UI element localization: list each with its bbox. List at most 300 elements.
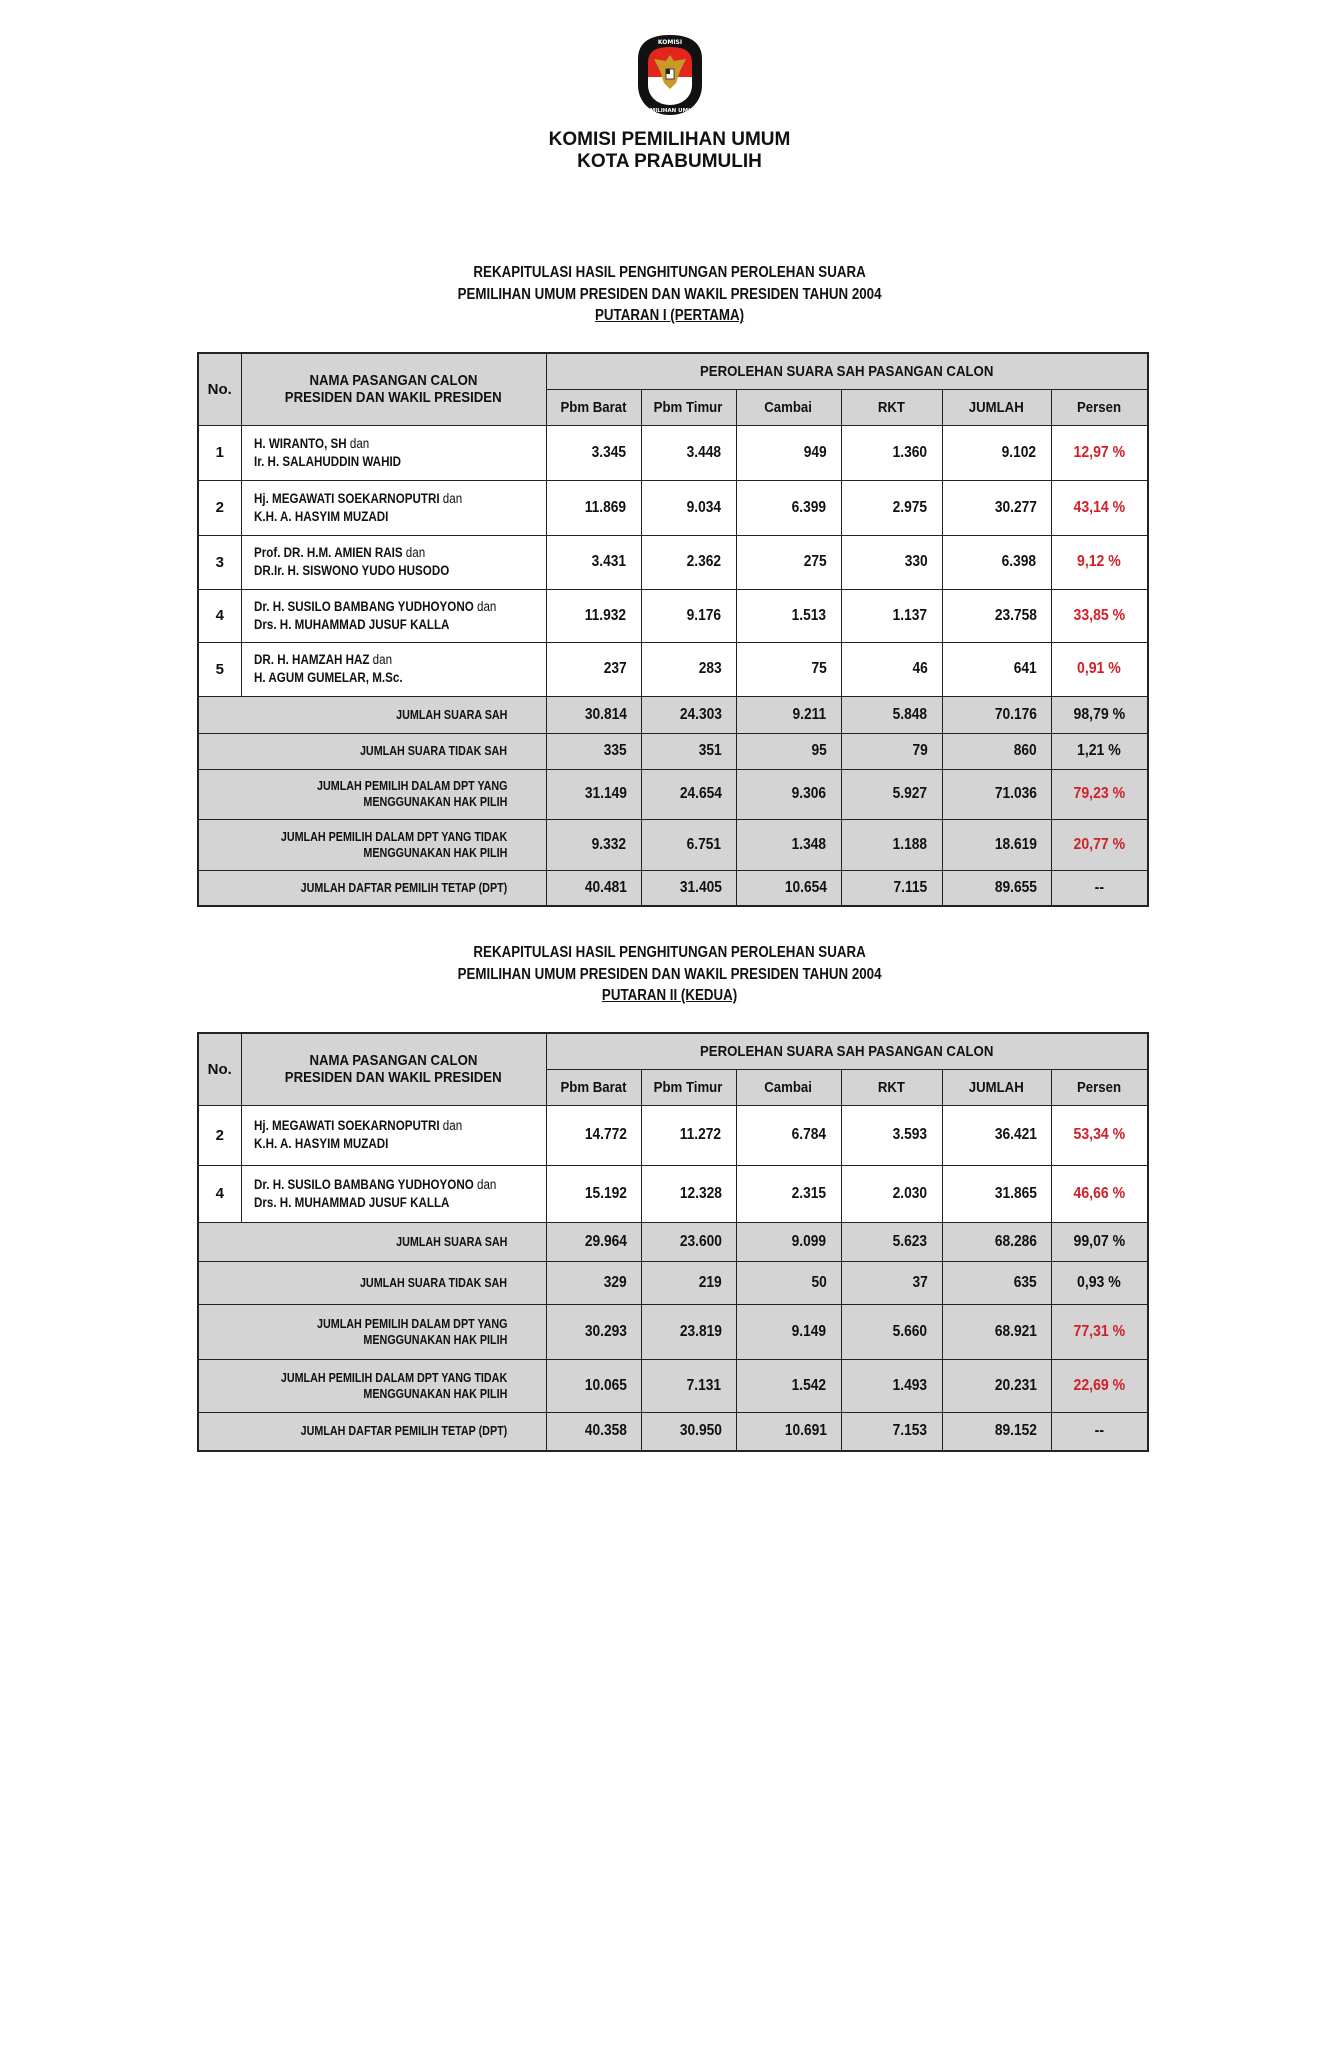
vote-value: 275 [803,553,827,570]
summary-value-jumlah [942,870,1051,906]
column-header-cambai [736,389,841,425]
column-group-header-valid-votes [546,1033,1148,1069]
summary-label-line-2: MENGGUNAKAN HAK PILIH [363,795,508,809]
column-header-label: Cambai [764,398,813,416]
summary-value: 29.964 [584,1232,627,1250]
summary-label-line-1: JUMLAH SUARA TIDAK SAH [360,744,508,758]
summary-row [198,769,1148,819]
summary-value: 50 [811,1273,827,1291]
summary-label-line-2: MENGGUNAKAN HAK PILIH [363,1332,508,1347]
summary-label [198,870,546,906]
candidate-pair-names [241,1165,546,1222]
vote-percent [1051,480,1148,535]
summary-value: 5.623 [893,1232,928,1250]
column-header-candidate-pair [241,1033,546,1105]
summary-value-rkt [841,1261,942,1304]
round1-title-line-2: PEMILIHAN UMUM PRESIDEN DAN WAKIL PRESIDEN TAHUN 2004 [457,285,882,303]
vote-value: 11.932 [585,606,627,624]
summary-value: 5.927 [893,785,928,802]
vote-percent [1051,1105,1148,1165]
summary-percent-value: 79,23 % [1073,785,1126,802]
candidate-row [198,589,1148,642]
summary-percent [1051,1304,1148,1359]
vote-count-pbm-timur [641,1165,736,1222]
candidate-number: 4 [198,589,241,642]
vote-value: 23.758 [994,606,1037,624]
vote-value: 2.975 [893,498,928,516]
summary-label [198,1304,546,1359]
vote-count-pbm-barat [546,425,641,480]
summary-percent [1051,733,1148,769]
summary-value: 89.152 [994,1422,1037,1440]
summary-value-rkt [841,1304,942,1359]
candidate-pair-names [241,535,546,589]
round2-title-line-1: REKAPITULASI HASIL PENGHITUNGAN PEROLEHAN SUARA [473,944,866,961]
vote-count-jumlah [942,535,1051,589]
summary-value-pbm-barat [546,769,641,819]
column-header-label: Persen [1077,398,1122,416]
summary-label [198,1412,546,1451]
vote-value: 14.772 [584,1126,627,1143]
conjunction: dan [402,545,425,560]
percent-value: 33,85 % [1073,606,1126,624]
summary-value: 40.481 [584,878,627,896]
round1-heading [94,262,1246,327]
summary-value: 30.293 [584,1322,627,1340]
column-header-pbm-barat [546,389,641,425]
summary-value: 1.188 [893,835,928,853]
summary-label-line-2: MENGGUNAKAN HAK PILIH [363,845,508,860]
organization-name [0,129,1339,173]
summary-value-pbm-barat [546,1412,641,1451]
candidate-pair-names [241,425,546,480]
summary-value: 7.131 [687,1376,722,1394]
summary-value: 68.921 [994,1322,1037,1340]
vote-value: 237 [603,660,627,677]
vote-value: 46 [912,660,928,677]
summary-value: 1.348 [792,835,827,853]
summary-value-rkt [841,1222,942,1261]
conjunction: dan [368,652,392,667]
summary-value: 1.542 [792,1376,827,1394]
column-header-persen [1051,389,1148,425]
vote-count-rkt [841,425,942,480]
conjunction: dan [346,435,369,451]
summary-value-cambai [736,733,841,769]
column-header-cambai [736,1069,841,1105]
column-header-label: Persen [1077,1078,1122,1096]
column-header-no: No. [198,353,241,425]
summary-row [198,870,1148,906]
column-header-rkt [841,1069,942,1105]
vote-count-cambai [736,535,841,589]
vote-value: 11.272 [680,1126,722,1143]
vote-count-jumlah [942,480,1051,535]
candidate-number: 5 [198,642,241,696]
vote-count-pbm-barat [546,480,641,535]
summary-value-rkt [841,733,942,769]
svg-text:PEMILIHAN UMUM: PEMILIHAN UMUM [641,108,699,114]
vote-value: 1.360 [893,443,928,461]
summary-value: 24.654 [679,785,722,802]
summary-value-jumlah [942,1222,1051,1261]
summary-value: 30.814 [584,705,627,723]
summary-value-rkt [841,1412,942,1451]
summary-label-line-1: JUMLAH PEMILIH DALAM DPT YANG TIDAK [281,829,508,844]
vote-count-rkt [841,535,942,589]
vote-percent [1051,535,1148,589]
vote-value: 2.362 [687,553,722,570]
vote-count-cambai [736,589,841,642]
vote-value: 75 [811,660,827,677]
svg-text:KOMISI: KOMISI [657,39,683,46]
vote-count-pbm-barat [546,589,641,642]
president-line [254,490,462,508]
column-header-name-line-1: NAMA PASANGAN CALON [309,1052,478,1070]
summary-label [198,733,546,769]
vote-count-pbm-timur [641,642,736,696]
round1-results-table [197,352,1149,907]
vote-count-jumlah [942,1105,1051,1165]
vote-value: 11.869 [585,498,627,516]
column-header-label: RKT [877,1078,906,1096]
column-header-label: RKT [877,398,906,416]
summary-percent [1051,769,1148,819]
summary-value-cambai [736,870,841,906]
summary-value: 70.176 [994,705,1037,723]
summary-value: 24.303 [679,705,722,723]
vote-count-rkt [841,642,942,696]
column-header-pbm-barat [546,1069,641,1105]
vote-percent [1051,589,1148,642]
summary-value: 31.149 [584,785,627,802]
vote-count-pbm-timur [641,589,736,642]
vote-count-jumlah [942,642,1051,696]
round2-heading [94,942,1246,1007]
column-header-name-line-1: NAMA PASANGAN CALON [309,372,478,390]
candidate-pair-names [241,589,546,642]
vote-value: 3.345 [592,443,627,461]
percent-value: 53,34 % [1073,1126,1126,1143]
vote-value: 15.192 [584,1184,627,1202]
candidate-row [198,1105,1148,1165]
candidate-pair-names [241,642,546,696]
summary-value: 18.619 [994,835,1037,853]
candidate-number: 2 [198,1105,241,1165]
column-header-persen [1051,1069,1148,1105]
vote-value: 36.421 [994,1126,1037,1143]
summary-value-pbm-barat [546,819,641,870]
summary-value: 37 [912,1273,928,1291]
summary-label [198,1222,546,1261]
vote-value: 9.102 [1002,443,1037,461]
summary-value: 9.149 [792,1322,827,1340]
summary-value-cambai [736,696,841,733]
vote-count-pbm-barat [546,1165,641,1222]
vote-count-pbm-timur [641,480,736,535]
vote-count-pbm-timur [641,535,736,589]
summary-percent-value: 99,07 % [1073,1232,1126,1250]
summary-value: 10.654 [784,878,827,896]
candidate-row [198,642,1148,696]
summary-label [198,696,546,733]
summary-value-pbm-barat [546,1222,641,1261]
summary-value-rkt [841,1359,942,1412]
column-header-label: Pbm Timur [654,1078,723,1096]
percent-value: 43,14 % [1073,498,1126,516]
summary-row [198,1304,1148,1359]
summary-value-pbm-timur [641,1304,736,1359]
president-name: Hj. MEGAWATI SOEKARNOPUTRI [253,490,440,506]
summary-row [198,1261,1148,1304]
summary-value-jumlah [942,769,1051,819]
president-line [254,1176,496,1194]
summary-value-pbm-timur [641,696,736,733]
column-header-label: Pbm Barat [560,398,627,416]
summary-value-jumlah [942,696,1051,733]
summary-value-pbm-barat [546,870,641,906]
summary-percent-value: 20,77 % [1073,835,1126,853]
summary-value: 68.286 [994,1232,1037,1250]
summary-percent [1051,1261,1148,1304]
summary-row [198,819,1148,870]
summary-percent-value: 1,21 % [1077,742,1122,759]
vote-count-rkt [841,1165,942,1222]
column-header-jumlah [942,389,1051,425]
conjunction: dan [439,1118,462,1133]
vote-count-cambai [736,480,841,535]
header-row [198,1033,1148,1069]
candidate-number: 1 [198,425,241,480]
vote-count-rkt [841,1105,942,1165]
summary-value-rkt [841,870,942,906]
summary-value-rkt [841,819,942,870]
summary-row [198,733,1148,769]
vote-count-pbm-timur [641,425,736,480]
vote-value: 949 [803,443,827,461]
summary-percent [1051,870,1148,906]
org-line-1: KOMISI PEMILIHAN UMUM [548,129,791,150]
summary-value: 860 [1013,742,1037,759]
summary-value-pbm-barat [546,1304,641,1359]
summary-value: 7.115 [893,878,928,896]
vote-value: 6.399 [792,498,827,516]
summary-value-pbm-timur [641,1359,736,1412]
summary-label [198,1261,546,1304]
vote-value: 1.513 [792,606,827,624]
candidate-number: 2 [198,480,241,535]
column-header-label: Pbm Timur [654,398,723,416]
vote-value: 283 [698,660,722,677]
column-header-pbm-timur [641,1069,736,1105]
summary-value-jumlah [942,819,1051,870]
summary-value-jumlah [942,1359,1051,1412]
vote-value: 30.277 [994,498,1037,516]
summary-label [198,819,546,870]
summary-percent-value: 77,31 % [1073,1322,1126,1340]
summary-value: 10.065 [584,1376,627,1394]
summary-value: 5.660 [893,1322,928,1340]
column-group-header-valid-votes [546,353,1148,389]
president-name: DR. H. HAMZAH HAZ [253,652,369,667]
president-line [254,544,425,562]
vote-value: 641 [1013,660,1037,677]
summary-percent-value: -- [1094,1422,1104,1440]
vote-value: 3.431 [592,553,627,570]
column-header-label: JUMLAH [969,1078,1024,1096]
summary-label-line-1: JUMLAH SUARA SAH [396,1234,508,1249]
summary-percent-value: -- [1094,878,1104,896]
vote-count-pbm-barat [546,1105,641,1165]
conjunction: dan [439,490,462,506]
summary-value-pbm-timur [641,1222,736,1261]
summary-value-cambai [736,819,841,870]
summary-label [198,1359,546,1412]
candidate-number: 3 [198,535,241,589]
round2-results-table [197,1032,1149,1452]
summary-value-cambai [736,1261,841,1304]
round1-title-line-3: PUTARAN I (PERTAMA) [595,307,745,324]
summary-value-jumlah [942,1412,1051,1451]
vice-president-name: K.H. A. HASYIM MUZADI [253,508,388,524]
summary-row [198,1412,1148,1451]
candidate-number: 4 [198,1165,241,1222]
vote-value: 6.398 [1002,553,1037,570]
summary-value: 329 [603,1273,627,1291]
candidate-row [198,425,1148,480]
summary-value: 351 [698,742,722,759]
group-header-label: PEROLEHAN SUARA SAH PASANGAN CALON [700,1042,994,1060]
vote-count-cambai [736,1165,841,1222]
summary-label-line-1: JUMLAH DAFTAR PEMILIH TETAP (DPT) [300,880,508,895]
summary-percent [1051,819,1148,870]
summary-value-pbm-barat [546,733,641,769]
summary-row [198,696,1148,733]
vote-percent [1051,425,1148,480]
vote-value: 2.315 [792,1184,827,1202]
summary-label [198,769,546,819]
column-header-jumlah [942,1069,1051,1105]
round1-title-line-1: REKAPITULASI HASIL PENGHITUNGAN PEROLEHAN SUARA [473,264,866,281]
column-header-label: Cambai [764,1078,813,1096]
column-header-name-line-2: PRESIDEN DAN WAKIL PRESIDEN [285,1069,502,1087]
summary-label-line-1: JUMLAH DAFTAR PEMILIH TETAP (DPT) [300,1424,508,1439]
summary-value: 79 [912,742,928,759]
summary-value: 335 [603,742,627,759]
summary-value-cambai [736,1222,841,1261]
president-name: Prof. DR. H.M. AMIEN RAIS [253,545,403,560]
summary-label-line-1: JUMLAH PEMILIH DALAM DPT YANG TIDAK [281,1370,508,1385]
summary-label-line-1: JUMLAH SUARA TIDAK SAH [360,1275,508,1290]
kpu-logo-icon [636,33,704,117]
summary-row [198,1222,1148,1261]
summary-value: 89.655 [994,878,1037,896]
candidate-row [198,480,1148,535]
summary-value-pbm-timur [641,1412,736,1451]
summary-value: 1.493 [893,1376,928,1394]
org-line-2: KOTA PRABUMULIH [577,151,762,172]
summary-value-pbm-timur [641,1261,736,1304]
summary-value-jumlah [942,733,1051,769]
president-name: Dr. H. SUSILO BAMBANG YUDHOYONO [253,1176,474,1192]
summary-percent-value: 0,93 % [1077,1273,1122,1291]
summary-value: 9.099 [792,1232,827,1250]
summary-value: 5.848 [893,705,928,723]
president-name: Hj. MEGAWATI SOEKARNOPUTRI [253,1118,440,1133]
president-line [254,435,369,453]
vote-percent [1051,1165,1148,1222]
vote-value: 31.865 [994,1184,1037,1202]
summary-value-pbm-timur [641,769,736,819]
summary-percent [1051,1359,1148,1412]
vote-count-cambai [736,425,841,480]
summary-value-pbm-timur [641,733,736,769]
round2-title-line-2: PEMILIHAN UMUM PRESIDEN DAN WAKIL PRESIDEN TAHUN 2004 [457,965,882,983]
vote-percent [1051,642,1148,696]
summary-percent [1051,1412,1148,1451]
vote-value: 6.784 [792,1126,827,1143]
summary-label-line-1: JUMLAH SUARA SAH [396,707,508,722]
vote-count-rkt [841,589,942,642]
summary-value: 23.600 [679,1232,722,1250]
round2-title-line-3: PUTARAN II (KEDUA) [601,987,738,1004]
candidate-pair-names [241,480,546,535]
summary-label-line-1: JUMLAH PEMILIH DALAM DPT YANG [316,1316,508,1331]
summary-value-pbm-timur [641,819,736,870]
summary-value: 20.231 [994,1376,1037,1394]
vote-count-cambai [736,1105,841,1165]
vote-value: 3.448 [687,443,722,461]
vice-president-name: DR.Ir. H. SISWONO YUDO HUSODO [253,563,449,578]
vote-count-jumlah [942,1165,1051,1222]
summary-value-jumlah [942,1304,1051,1359]
percent-value: 12,97 % [1073,443,1126,461]
percent-value: 9,12 % [1077,553,1122,570]
president-line [254,598,496,616]
summary-value-cambai [736,769,841,819]
vote-value: 3.593 [893,1126,928,1143]
column-header-rkt [841,389,942,425]
vote-count-rkt [841,480,942,535]
vote-value: 9.176 [687,606,722,624]
header-row [198,353,1148,389]
summary-value: 71.036 [994,785,1037,802]
vice-president-name: K.H. A. HASYIM MUZADI [253,1136,388,1151]
summary-label-line-2: MENGGUNAKAN HAK PILIH [363,1386,508,1401]
summary-value-cambai [736,1304,841,1359]
summary-value-rkt [841,696,942,733]
summary-value-pbm-barat [546,1359,641,1412]
candidate-pair-names [241,1105,546,1165]
summary-value-cambai [736,1412,841,1451]
vote-count-pbm-barat [546,535,641,589]
summary-value: 7.153 [893,1422,928,1440]
vote-value: 9.034 [687,498,722,516]
summary-row [198,1359,1148,1412]
president-line [254,1117,462,1135]
summary-percent [1051,1222,1148,1261]
summary-value: 95 [811,742,827,759]
vote-count-jumlah [942,589,1051,642]
vote-count-jumlah [942,425,1051,480]
vote-value: 2.030 [893,1184,928,1202]
vice-president-name: Drs. H. MUHAMMAD JUSUF KALLA [253,616,449,632]
vote-count-cambai [736,642,841,696]
summary-value: 9.332 [592,835,627,853]
column-header-pbm-timur [641,389,736,425]
column-header-name-line-2: PRESIDEN DAN WAKIL PRESIDEN [285,389,502,407]
summary-value-rkt [841,769,942,819]
